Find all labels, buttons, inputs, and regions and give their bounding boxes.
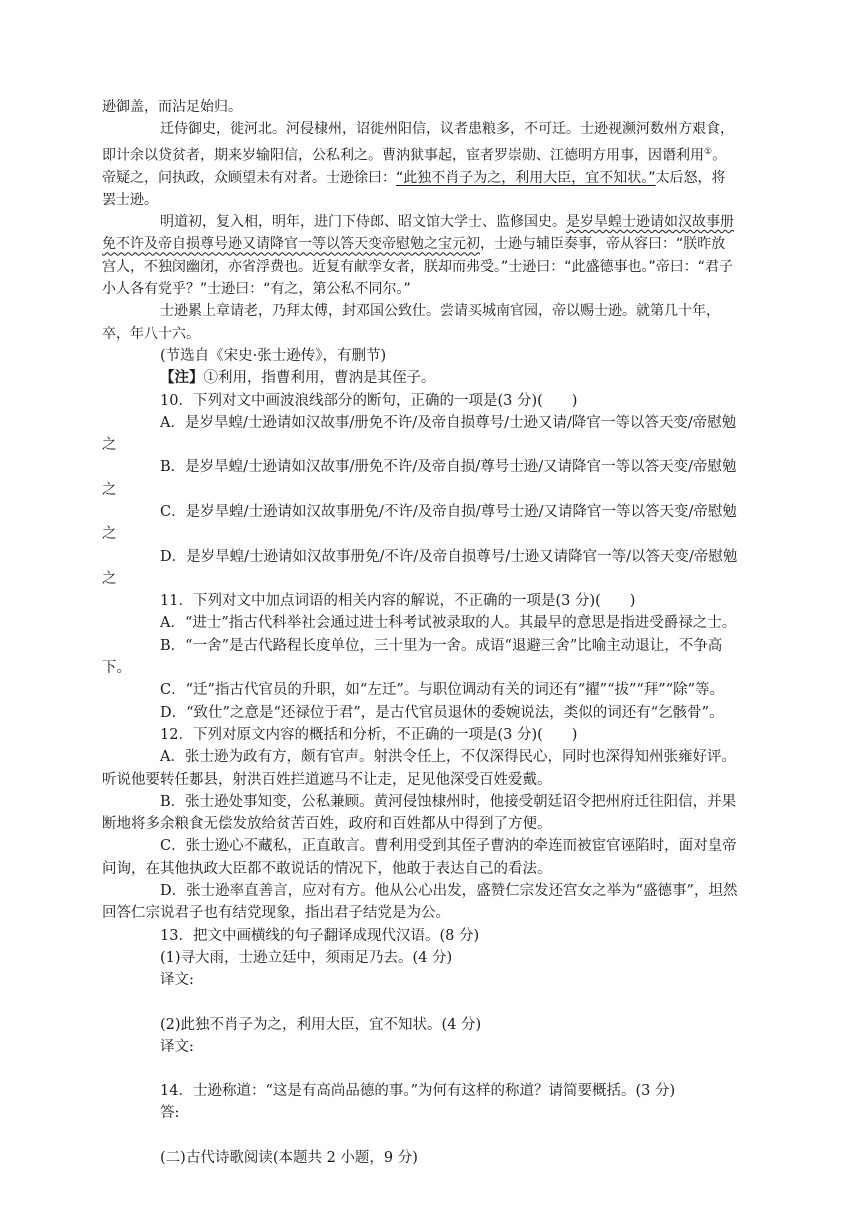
option-12-c: C．张士逊心不藏私，正直敢言。曹利用受到其侄子曹汭的牵连而被宦官诬陷时，面对皇帝问询，在其他执政大臣都不敢说话的情况下，他敢于表达自己的看法。 [102,838,737,877]
question-10: 10．下列对文中画波浪线部分的断句，正确的一项是(3 分)( ) [160,392,578,409]
document-page [102,96,738,1169]
answer-label: 答: [160,1105,180,1122]
section-heading: (二)古代诗歌阅读(本题共 2 小题，9 分) [160,1149,418,1166]
footnote-marker: ① [704,146,713,157]
wavy-underlined-passage: 是岁旱蝗士逊请如汉故事册免不许及帝自损尊号逊又请降官一等以答天变帝慰勉之宝元初 [102,214,734,253]
note [102,367,738,389]
answer-space [102,1125,738,1147]
answer-label: 译文: [160,972,194,989]
answer-space [102,992,738,1014]
answer-label: 译文: [160,1038,194,1055]
option-10-b: B．是岁旱蝗/士逊请如汉故事/册免不许/及帝自损/尊号士逊/又请降官一等以答天变/帝慰勉之 [102,459,737,498]
passage-text: 。帝疑之，问执政，众顾望未有对者。士逊徐曰： [102,147,727,186]
option-12-a: A．张士逊为政有方，颇有官声。射洪令任上，不仅深得民心，同时也深得知州张雍好评。听说他要转任郪县，射洪百姓拦道遮马不让走，足见他深受百姓爱戴。 [102,749,736,788]
option-11-c: C．“迁”指古代官员的升职，如“左迁”。与职位调动有关的词还有“擢”“拔”“拜”“除”等。 [160,682,725,699]
question-13-1: (1)寻大雨，士逊立廷中，须雨足乃去。(4 分) [160,949,453,966]
passage-paragraph-3: 士逊累上章请老，乃拜太傅，封邓国公致仕。尝请买城南官园，帝以赐士逊。就第几十年，卒，年八十六。 [102,303,720,342]
option-12-b: B．张士逊处事知变，公私兼顾。黄河侵蚀棣州时，他接受朝廷诏令把州府迁往阳信，并果断地将多余粮食无偿发放给贫苦百姓，政府和百姓都从中得到了方便。 [102,793,737,833]
option-10-a: A．是岁旱蝗/士逊请如汉故事/册免不许/及帝自损尊号/士逊又请/降官一等以答天变/帝慰勉之 [102,414,737,454]
option-10-c: C．是岁旱蝗/士逊请如汉故事册免/不许/及帝自损/尊号士逊/又请降官一等以答天变/帝慰勉之 [102,504,737,543]
note-text: ①利用，指曹利用，曹汭是其侄子。 [203,370,436,387]
question-11: 11．下列对文中加点词语的相关内容的解说，不正确的一项是(3 分)( ) [160,593,636,610]
passage-line: 逊御盖，而沾足始归。 [102,99,242,115]
option-11-a: A．“进士”指古代科举社会通过进士科考试被录取的人。其最早的意思是指进受爵禄之士。 [160,615,737,632]
source-citation: (节选自《宋史·张士逊传》，有删节) [160,347,387,364]
underlined-sentence: “此独不肖子为之，利用大臣，宜不知状。” [396,169,656,186]
option-10-d: D．是岁旱蝗/士逊请如汉故事册免/不许/及帝自损尊号/士逊又请降官一等/以答天变/帝慰勉之 [102,548,738,587]
option-12-d: D．张士逊率直善言，应对有方。他从公心出发，盛赞仁宗发还宫女之举为“盛德事”，坦然回答仁宗说君子也有结党现象，指出君子结党是为公。 [102,883,738,922]
passage-text: ，士逊与辅臣奏事，帝从容曰：“朕昨放宫人，不独闵幽闭，亦省浮费也。近复有献孪女者，朕却而弗受。”士逊曰：“此盛德事也。”帝曰：“君子小人各有党乎？”士逊曰：“有之，第公私不同尔。” [102,236,734,298]
answer-space [102,1058,738,1080]
passage-text: 明道初，复入相，明年，进门下侍郎、昭文馆大学士、监修国史。 [160,214,566,231]
question-13: 13．把文中画横线的句子翻译成现代汉语。(8 分) [160,927,480,944]
question-12: 12．下列对原文内容的概括和分析，不正确的一项是(3 分)( ) [160,726,578,743]
question-14: 14．士逊称道：“这是有高尚品德的事。”为何有这样的称道？请简要概括。(3 分) [160,1083,676,1100]
option-11-d: D．“致仕”之意是“还禄位于君”，是古代官员退休的委婉说法，类似的词还有“乞骸骨”。 [160,704,724,721]
passage-paragraph-2 [102,211,738,300]
question-13-2: (2)此独不肖子为之，利用大臣，宜不知状。(4 分) [160,1016,482,1033]
passage-text: 迁侍御史，徙河北。河侵棣州，诏徙州阳信，议者患粮多，不可迁。士逊视濒河数州方艰食，即计余以贷贫者，期来岁输阳信，公私利之。曹汭狱事起，宦者罗崇勋、江德明方用事，因谮利用 [102,121,734,164]
option-11-b: B．“一舍”是古代路程长度单位，三十里为一舍。成语“退避三舍”比喻主动退让，不争高下。 [102,637,723,677]
note-label: 【注】 [160,369,204,387]
passage-text: 太后怒，将罢士逊。 [102,169,726,208]
passage-paragraph-1 [102,118,738,211]
